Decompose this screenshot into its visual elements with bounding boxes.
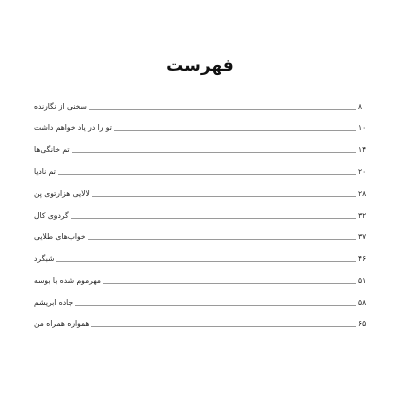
toc-entry-title: تو را در یاد خواهم داشت [34, 123, 112, 133]
toc-entry[interactable] [32, 188, 368, 199]
dot-leader [92, 196, 356, 197]
toc-entry-title: مهرموم شده با بوسه [34, 275, 101, 285]
toc-page-number: ۲۰ [358, 166, 367, 176]
dot-leader [72, 152, 356, 153]
toc-page-number: ۱۴ [358, 145, 367, 155]
toc-page-number: ۱۰ [358, 123, 367, 133]
table-of-contents [32, 101, 368, 341]
toc-page-number: ۴۶ [358, 254, 367, 264]
page-title: فهرست [166, 56, 234, 76]
toc-page-number: ۳۲ [358, 210, 367, 220]
dot-leader [75, 305, 356, 306]
toc-entry-title: شبگرد [34, 254, 55, 264]
dot-leader [71, 218, 356, 219]
toc-entry[interactable] [32, 145, 368, 156]
toc-entry-title: جاده ابریشم [34, 297, 74, 307]
toc-entry[interactable] [32, 319, 368, 330]
dot-leader [56, 261, 356, 262]
toc-page-number: ۶۵ [358, 319, 367, 329]
toc-entry[interactable] [32, 123, 368, 134]
toc-entry[interactable] [32, 166, 368, 177]
dot-leader [103, 283, 356, 284]
toc-entry[interactable] [32, 275, 368, 286]
toc-entry-title: تم نادیا [34, 166, 56, 176]
dot-leader [89, 109, 356, 110]
toc-page-number: ۳۷ [358, 232, 367, 242]
toc-entry-title: تم خانگی‌ها [34, 145, 70, 155]
toc-entry-title: لالایی هزارتوی پن [34, 188, 90, 198]
dot-leader [88, 239, 356, 240]
toc-entry[interactable] [32, 101, 368, 112]
toc-entry[interactable] [32, 232, 368, 243]
toc-entry[interactable] [32, 253, 368, 264]
toc-entry-title: گردوی کال [34, 210, 69, 220]
toc-page-number: ۵۱ [358, 275, 367, 285]
toc-page-number: ۵۸ [358, 297, 367, 307]
toc-entry-title: سخنی از نگارنده [34, 101, 87, 111]
dot-leader [58, 174, 356, 175]
toc-page-number: ۲۸ [358, 188, 367, 198]
toc-entry[interactable] [32, 297, 368, 308]
dot-leader [114, 130, 356, 131]
dot-leader [91, 326, 356, 327]
toc-page-number: ۸ [358, 101, 363, 111]
toc-entry-title: خواب‌های طلایی [34, 232, 86, 242]
toc-entry-title: همواره همراه من [34, 319, 90, 329]
toc-entry[interactable] [32, 210, 368, 221]
